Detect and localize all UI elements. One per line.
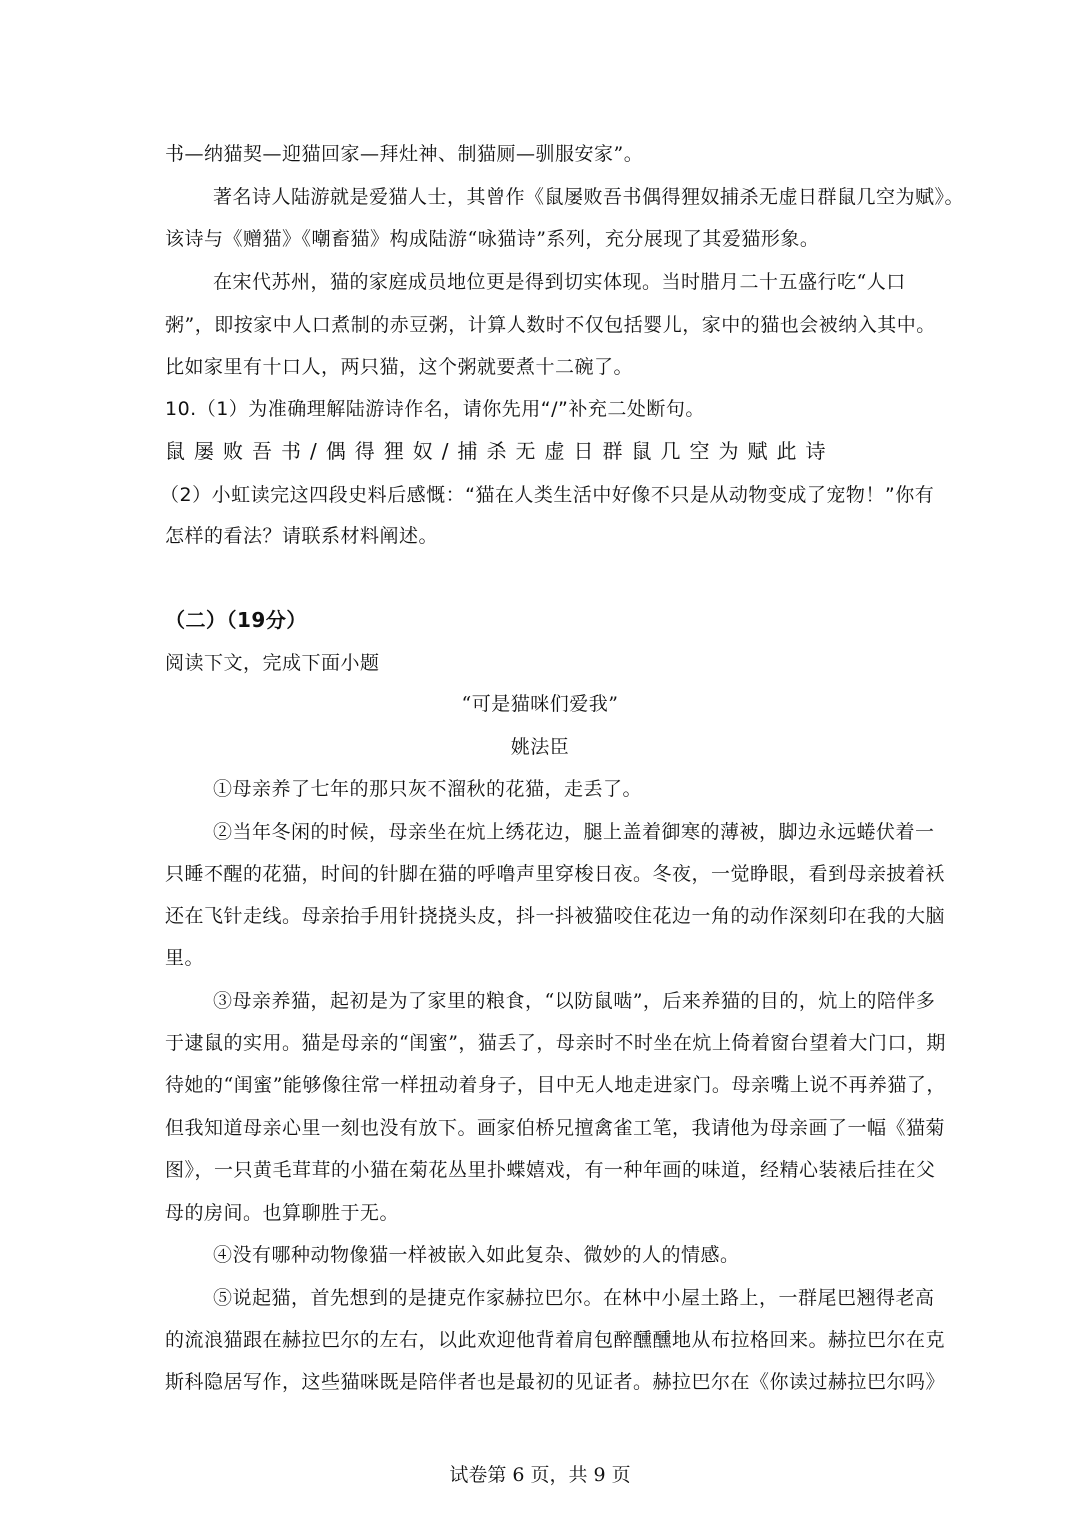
question-10-part-2: （2）小虹读完这四段史料后感慨：“猫在人类生活中好像不只是从动物变成了宠物！”你有 bbox=[160, 484, 935, 506]
article-paragraph-3-line: 但我知道母亲心里一刻也没有放下。画家伯桥兄擅禽雀工笔，我请他为母亲画了一幅《猫菊 bbox=[165, 1117, 946, 1139]
material-line: 比如家里有十口人，两只猫，这个粥就要煮十二碗了。 bbox=[165, 356, 634, 378]
article-paragraph-3-line: 于逮鼠的实用。猫是母亲的“闺蜜”，猫丢了，母亲时不时坐在炕上倚着窗台望着大门口，期 bbox=[165, 1032, 946, 1054]
article-paragraph-5-line: 斯科隐居写作，这些猫咪既是陪伴者也是最初的见证者。赫拉巴尔在《你读过赫拉巴尔吗》 bbox=[165, 1371, 946, 1393]
article-paragraph-3-line: 母的房间。也算聊胜于无。 bbox=[165, 1202, 400, 1224]
material-line: 粥”，即按家中人口煮制的赤豆粥，计算人数时不仅包括婴儿，家中的猫也会被纳入其中。 bbox=[165, 314, 936, 336]
section-title: （二）（19分） bbox=[165, 608, 307, 632]
article-paragraph-3: ③母亲养猫，起初是为了家里的粮食，“以防鼠啮”，后来养猫的目的，炕上的陪伴多 bbox=[213, 990, 936, 1012]
article-paragraph-5: ⑤说起猫，首先想到的是捷克作家赫拉巴尔。在林中小屋土路上，一群尾巴翘得老高 bbox=[213, 1287, 935, 1309]
article-paragraph-2-line: 里。 bbox=[165, 947, 205, 969]
question-10-part-1: 10.（1）为准确理解陆游诗作名，请你先用“/”补充二处断句。 bbox=[165, 398, 705, 420]
material-paragraph-line: 著名诗人陆游就是爱猫人士，其曾作《鼠屡败吾书偶得狸奴捕杀无虚日群鼠几空为赋》。 bbox=[213, 186, 965, 208]
material-paragraph-line: 在宋代苏州，猫的家庭成员地位更是得到切实体现。当时腊月二十五盛行吃“人口 bbox=[213, 271, 906, 293]
material-line: 书—纳猫契—迎猫回家—拜灶神、制猫厕—驯服安家”。 bbox=[165, 143, 644, 165]
material-line: 该诗与《赠猫》《嘲畜猫》构成陆游“咏猫诗”系列，充分展现了其爱猫形象。 bbox=[165, 228, 820, 250]
article-author: 姚法臣 bbox=[510, 736, 570, 758]
article-paragraph-3-line: 待她的“闺蜜”能够像往常一样扭动着身子，目中无人地走进家门。母亲嘴上说不再养猫了， bbox=[165, 1074, 946, 1096]
question-10-sentence: 鼠屡败吾书/偶得狸奴/捕杀无虚日群鼠几空为赋此诗 bbox=[165, 439, 835, 463]
question-10-part-2-cont: 怎样的看法？请联系材料阐述。 bbox=[165, 525, 439, 547]
article-paragraph-3-line: 图》，一只黄毛茸茸的小猫在菊花丛里扑蝶嬉戏，有一种年画的味道，经精心装裱后挂在父 bbox=[165, 1159, 936, 1181]
article-paragraph-1: ①母亲养了七年的那只灰不溜秋的花猫，走丢了。 bbox=[213, 778, 643, 800]
article-paragraph-4: ④没有哪种动物像猫一样被嵌入如此复杂、微妙的人的情感。 bbox=[213, 1244, 740, 1266]
article-paragraph-2-line: 只睡不醒的花猫，时间的针脚在猫的呼噜声里穿梭日夜。冬夜，一觉睁眼，看到母亲披着袄 bbox=[165, 863, 946, 885]
article-title: “可是猫咪们爱我” bbox=[461, 693, 619, 715]
page-footer: 试卷第 6 页，共 9 页 bbox=[449, 1464, 631, 1486]
article-paragraph-2: ②当年冬闲的时候，母亲坐在炕上绣花边，腿上盖着御寒的薄被，脚边永远蜷伏着一 bbox=[213, 821, 935, 843]
article-paragraph-5-line: 的流浪猫跟在赫拉巴尔的左右，以此欢迎他背着肩包醉醺醺地从布拉格回来。赫拉巴尔在克 bbox=[165, 1329, 946, 1351]
article-paragraph-2-line: 还在飞针走线。母亲抬手用针挠挠头皮，抖一抖被猫咬住花边一角的动作深刻印在我的大脑 bbox=[165, 905, 946, 927]
section-instruction: 阅读下文，完成下面小题 bbox=[165, 652, 380, 674]
